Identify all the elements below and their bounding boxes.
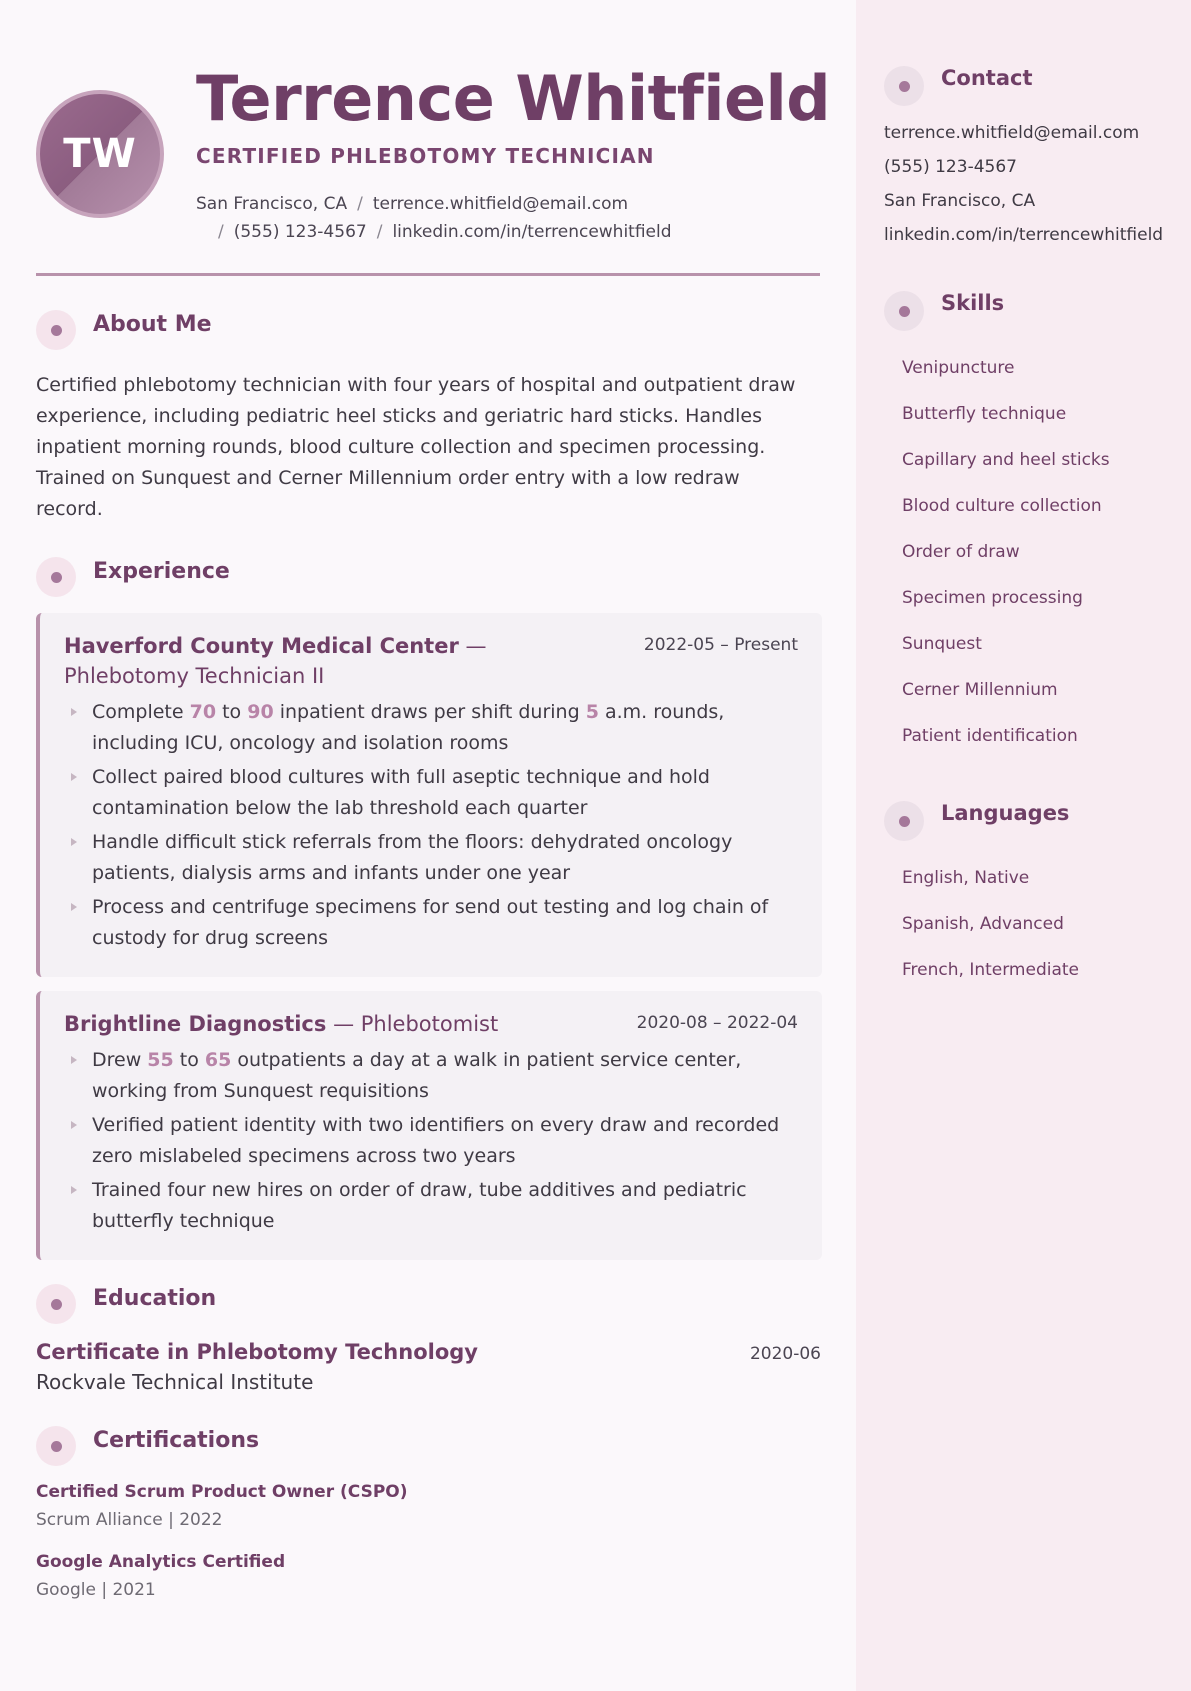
header-linkedin-link[interactable]: linkedin.com/in/terrencewhitfield bbox=[392, 222, 672, 242]
skill-item: Order of draw bbox=[902, 542, 1020, 562]
header-email-link[interactable]: terrence.whitfield@email.com bbox=[372, 194, 629, 214]
separator: / bbox=[218, 222, 224, 242]
education-section bbox=[36, 1282, 820, 1394]
certifications-title: Certifications bbox=[93, 1427, 260, 1453]
section-dot-icon bbox=[36, 1426, 76, 1466]
certification-item bbox=[36, 1552, 820, 1600]
section-heading bbox=[884, 289, 1167, 333]
job-position: Phlebotomy Technician II bbox=[64, 664, 325, 688]
job-bullets bbox=[64, 1045, 798, 1237]
job-bullets bbox=[64, 697, 798, 954]
job-dash: — bbox=[458, 634, 487, 658]
job-bullet: Trained four new hires on order of draw, tube additives and pediatric butterfly technique bbox=[64, 1175, 798, 1237]
education-degree: Certificate in Phlebotomy Technology bbox=[36, 1340, 478, 1364]
job-header bbox=[64, 1009, 798, 1039]
job-bullet: Verified patient identity with two identifiers on every draw and recorded zero mislabeled specimens across two years bbox=[64, 1110, 798, 1172]
experience-section bbox=[36, 555, 820, 1260]
skill-item: Venipuncture bbox=[902, 358, 1015, 378]
about-title: About Me bbox=[93, 311, 212, 337]
job-card bbox=[36, 613, 822, 977]
bullet-text: inpatient draws per shift during bbox=[273, 701, 586, 723]
bullet-text: Drew bbox=[92, 1049, 148, 1071]
sidebar bbox=[856, 0, 1191, 1691]
languages-title: Languages bbox=[941, 801, 1070, 825]
contact-linkedin[interactable]: linkedin.com/in/terrencewhitfield bbox=[884, 225, 1164, 245]
certifications-section bbox=[36, 1424, 820, 1600]
skill-item: Cerner Millennium bbox=[902, 680, 1058, 700]
job-title bbox=[64, 1009, 604, 1039]
certification-meta: Scrum Alliance | 2022 bbox=[36, 1510, 223, 1530]
bullet-text: to bbox=[173, 1049, 205, 1071]
header-location: San Francisco, CA bbox=[196, 194, 348, 214]
candidate-role: CERTIFIED PHLEBOTOMY TECHNICIAN bbox=[196, 144, 655, 168]
contact-phone[interactable]: (555) 123-4567 bbox=[884, 157, 1017, 177]
section-dot-icon bbox=[884, 66, 924, 106]
job-position: Phlebotomist bbox=[360, 1012, 499, 1036]
section-heading bbox=[36, 1282, 820, 1326]
education-school: Rockvale Technical Institute bbox=[36, 1370, 314, 1394]
job-bullet: Handle difficult stick referrals from the floors: dehydrated oncology patients, dialysis arms and infants under one year bbox=[64, 827, 798, 889]
contact-location: San Francisco, CA bbox=[884, 191, 1036, 211]
bullet-text: to bbox=[216, 701, 248, 723]
job-company: Brightline Diagnostics bbox=[64, 1012, 327, 1036]
section-dot-icon bbox=[36, 557, 76, 597]
certification-item bbox=[36, 1482, 820, 1530]
contact-list bbox=[884, 120, 1167, 249]
job-company: Haverford County Medical Center bbox=[64, 634, 459, 658]
separator: / bbox=[376, 222, 383, 242]
bullet-text: Complete bbox=[92, 701, 190, 723]
education-row bbox=[36, 1340, 821, 1364]
section-heading bbox=[36, 555, 820, 599]
sidebar-contact-section bbox=[884, 64, 1167, 249]
section-dot-icon bbox=[36, 1284, 76, 1324]
job-bullet: Process and centrifuge specimens for send out testing and log chain of custody for drug screens bbox=[64, 892, 798, 954]
skill-item: Sunquest bbox=[902, 634, 982, 654]
bullet-text: a.m. rounds, including ICU, oncology and isolation rooms bbox=[92, 701, 725, 754]
header-contact-row-2 bbox=[196, 218, 756, 246]
sidebar-languages-section bbox=[884, 799, 1167, 993]
skill-item: Specimen processing bbox=[902, 588, 1083, 608]
certification-name: Certified Scrum Product Owner (CSPO) bbox=[36, 1482, 408, 1502]
language-item: English, Native bbox=[902, 868, 1030, 888]
certification-meta: Google | 2021 bbox=[36, 1580, 156, 1600]
skill-item: Blood culture collection bbox=[902, 496, 1102, 516]
header-phone[interactable]: (555) 123-4567 bbox=[233, 222, 367, 242]
education-title: Education bbox=[93, 1285, 217, 1311]
education-date: 2020-06 bbox=[749, 1344, 821, 1364]
job-bullet bbox=[64, 697, 798, 759]
section-heading bbox=[36, 308, 820, 352]
contact-title: Contact bbox=[941, 66, 1033, 90]
certification-name: Google Analytics Certified bbox=[36, 1552, 286, 1572]
about-section bbox=[36, 308, 820, 525]
skill-item: Butterfly technique bbox=[902, 404, 1067, 424]
about-text: Certified phlebotomy technician with four years of hospital and outpatient draw experience, including pediatric heel sticks and geriatric hard sticks. Handles inpatient morning rounds, blood culture collection and specimen processing. Trained on Sunquest and Cerner Millennium order entry with a low redraw record. bbox=[36, 374, 796, 520]
section-heading bbox=[36, 1424, 820, 1468]
section-dot-icon bbox=[884, 801, 924, 841]
separator: / bbox=[357, 194, 363, 214]
header-contact-line bbox=[196, 190, 756, 246]
bullet-text: outpatients a day at a walk in patient service center, working from Sunquest requisitions bbox=[92, 1049, 742, 1102]
bullet-number: 70 bbox=[189, 701, 217, 723]
avatar-initials: TW bbox=[63, 131, 137, 177]
skill-item: Capillary and heel sticks bbox=[902, 450, 1110, 470]
bullet-number: 5 bbox=[585, 701, 599, 723]
job-dash: — bbox=[326, 1012, 361, 1036]
job-bullet bbox=[64, 1045, 798, 1107]
job-dates: 2022-05 – Present bbox=[643, 635, 798, 655]
job-header bbox=[64, 631, 798, 691]
bullet-number: 55 bbox=[147, 1049, 174, 1071]
section-heading bbox=[884, 799, 1167, 843]
sidebar-skills-section bbox=[884, 289, 1167, 759]
job-bullet: Collect paired blood cultures with full aseptic technique and hold contamination below the lab threshold each quarter bbox=[64, 762, 798, 824]
language-item: French, Intermediate bbox=[902, 960, 1079, 980]
contact-email[interactable]: terrence.whitfield@email.com bbox=[884, 123, 1140, 143]
job-card bbox=[36, 991, 822, 1260]
resume-header bbox=[36, 0, 831, 276]
candidate-name: Terrence Whitfield bbox=[196, 62, 831, 135]
skills-list bbox=[884, 345, 1167, 759]
header-contact-row-1 bbox=[196, 190, 756, 218]
languages-list bbox=[884, 855, 1167, 993]
skills-title: Skills bbox=[941, 291, 1005, 315]
job-dates: 2020-08 – 2022-04 bbox=[636, 1013, 798, 1033]
section-heading bbox=[884, 64, 1167, 108]
language-item: Spanish, Advanced bbox=[902, 914, 1064, 934]
avatar bbox=[36, 90, 164, 218]
job-title bbox=[64, 631, 604, 691]
bullet-number: 65 bbox=[204, 1049, 232, 1071]
section-dot-icon bbox=[36, 310, 76, 350]
skill-item: Patient identification bbox=[902, 726, 1078, 746]
section-dot-icon bbox=[884, 291, 924, 331]
bullet-number: 90 bbox=[247, 701, 274, 723]
experience-title: Experience bbox=[93, 558, 230, 584]
